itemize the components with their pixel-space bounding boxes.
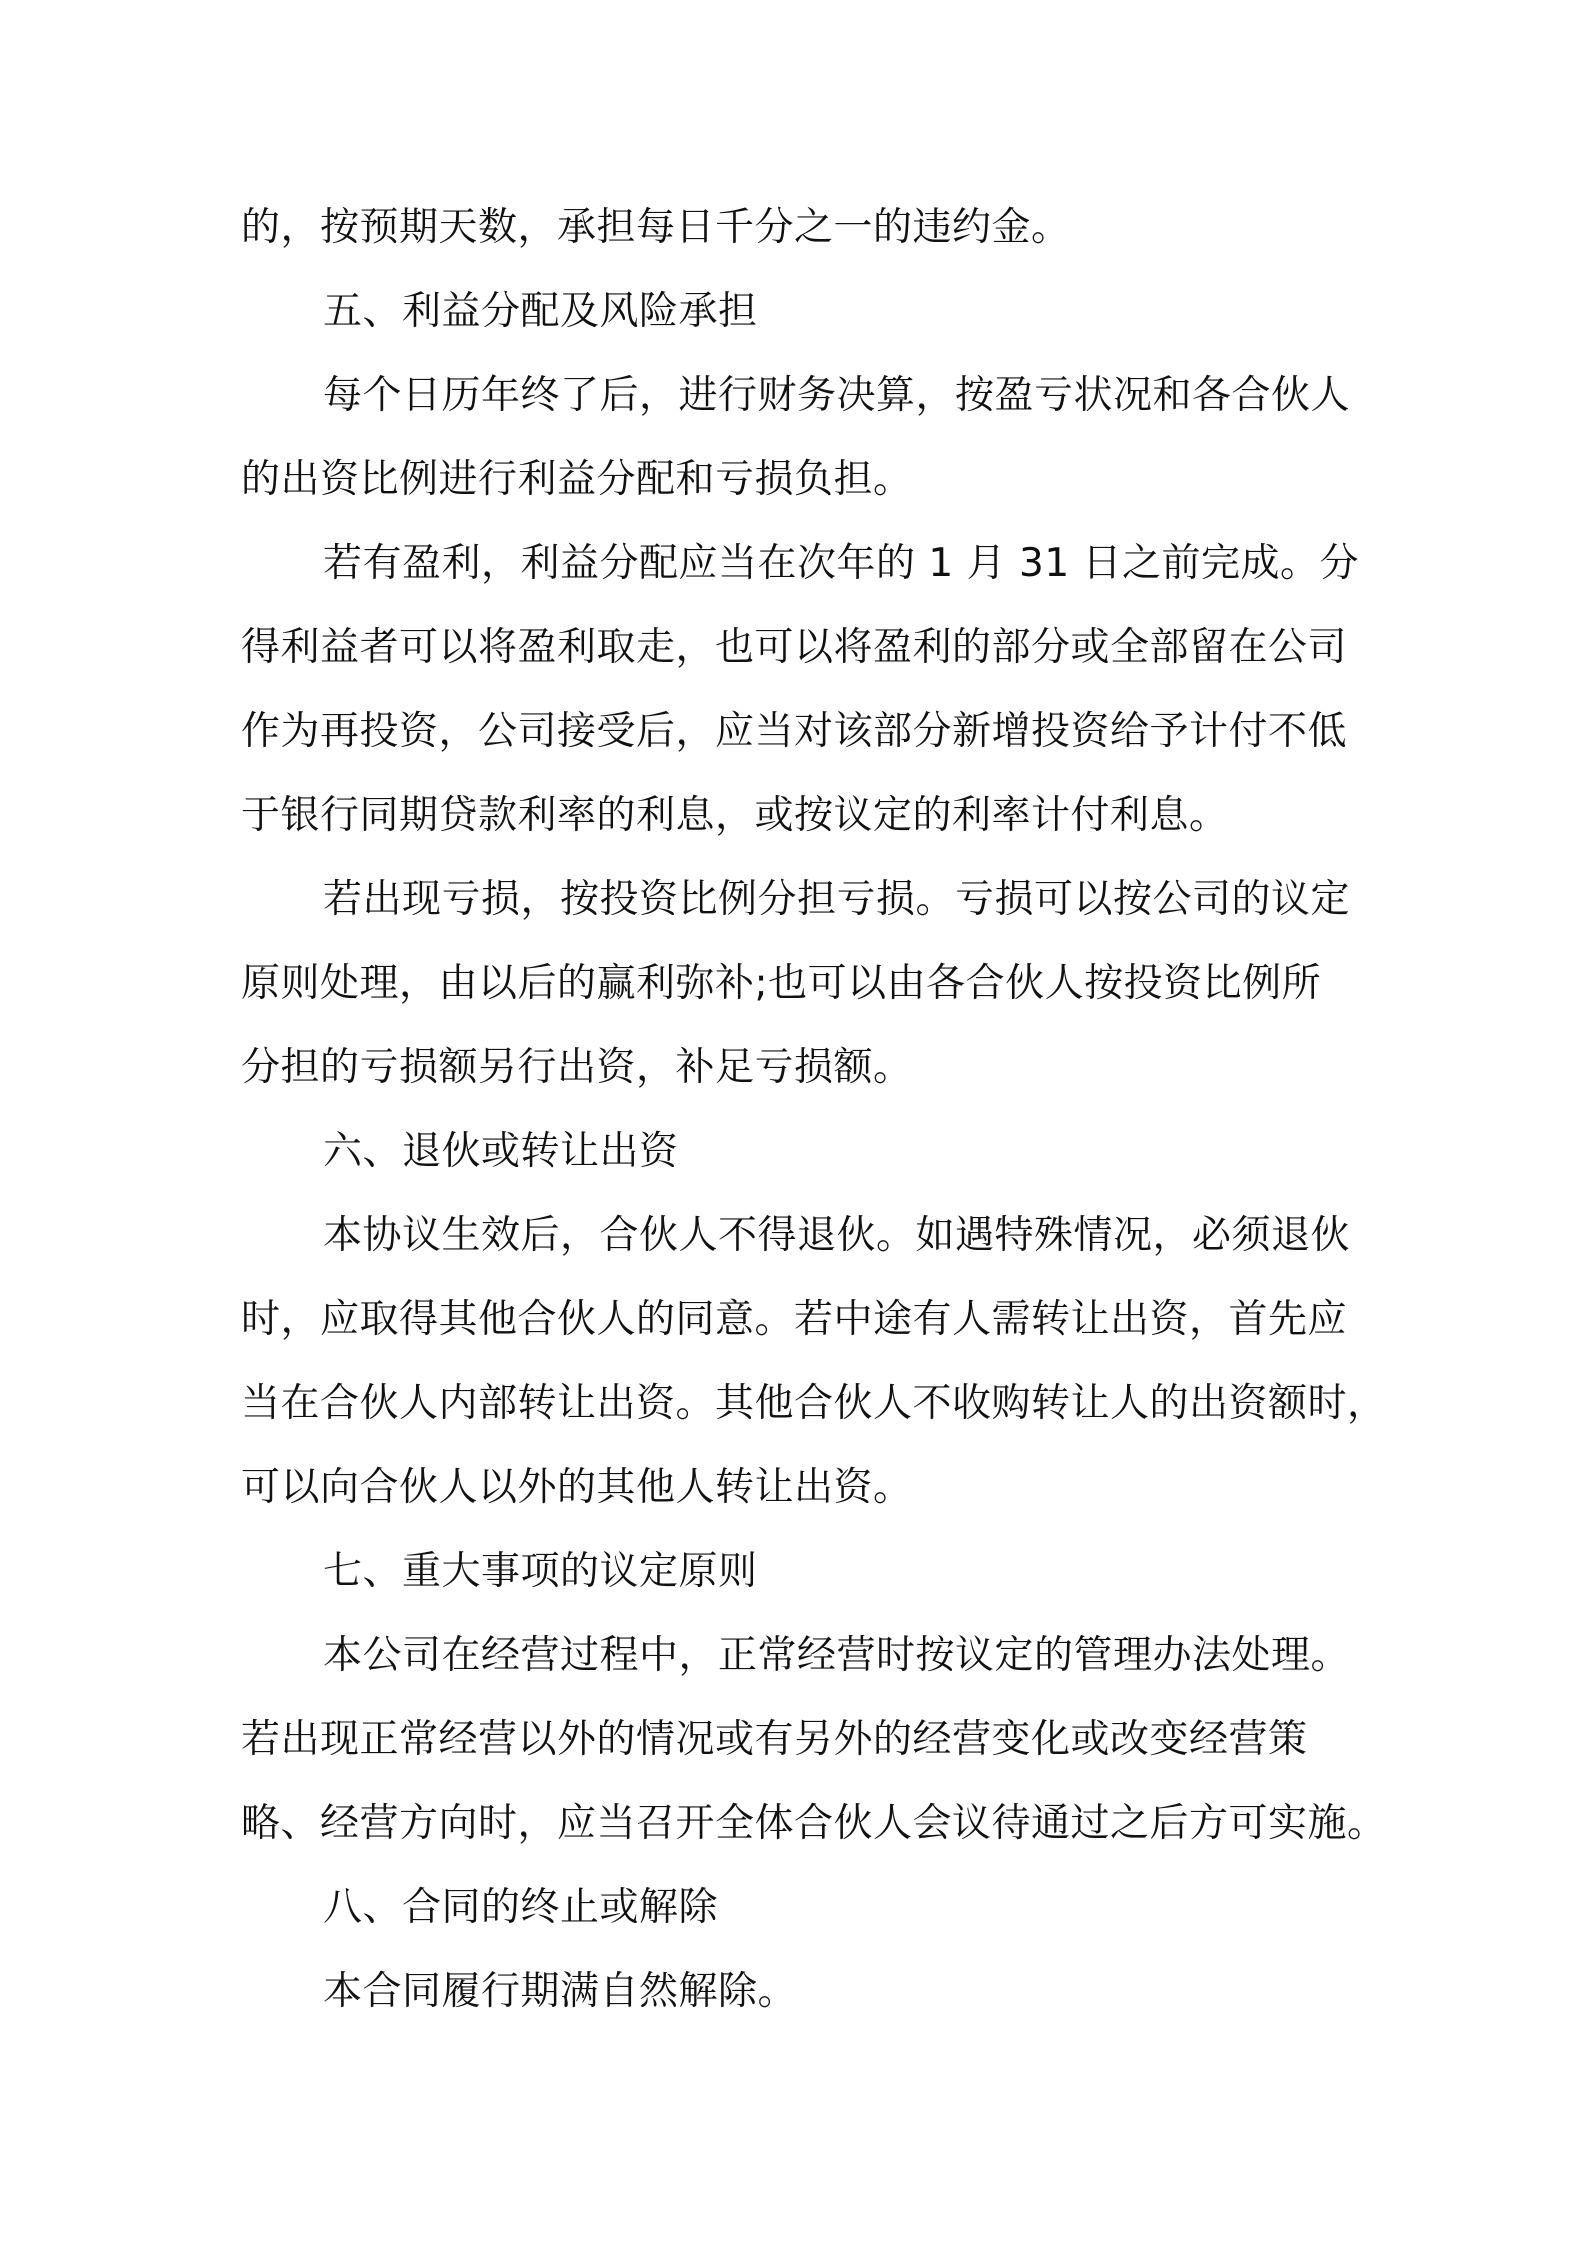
paragraph-line: 时，应取得其他合伙人的同意。若中途有人需转让出资，首先应 bbox=[241, 1297, 1348, 1342]
section-heading: 八、合同的终止或解除 bbox=[323, 1885, 719, 1930]
paragraph-line: 得利益者可以将盈利取走，也可以将盈利的部分或全部留在公司 bbox=[241, 625, 1348, 670]
paragraph-line: 于银行同期贷款利率的利息，或按议定的利率计付利息。 bbox=[241, 793, 1229, 838]
paragraph-line: 原则处理，由以后的赢利弥补;也可以由各合伙人按投资比例所 bbox=[241, 961, 1322, 1006]
paragraph-line: 的，按预期天数，承担每日千分之一的违约金。 bbox=[241, 205, 1071, 250]
paragraph-line: 本合同履行期满自然解除。 bbox=[323, 1969, 798, 2014]
paragraph-line: 本公司在经营过程中，正常经营时按议定的管理办法处理。 bbox=[323, 1633, 1351, 1678]
paragraph-line: 作为再投资，公司接受后，应当对该部分新增投资给予计付不低 bbox=[241, 709, 1348, 754]
paragraph-line: 当在合伙人内部转让出资。其他合伙人不收购转让人的出资额时， bbox=[241, 1381, 1387, 1426]
paragraph-line: 略、经营方向时，应当召开全体合伙人会议待通过之后方可实施。 bbox=[241, 1801, 1387, 1846]
paragraph-line: 若有盈利，利益分配应当在次年的 1 月 31 日之前完成。分 bbox=[323, 541, 1360, 586]
section-heading: 六、退伙或转让出资 bbox=[323, 1129, 679, 1174]
paragraph-line: 本协议生效后，合伙人不得退伙。如遇特殊情况，必须退伙 bbox=[323, 1213, 1351, 1258]
section-heading: 七、重大事项的议定原则 bbox=[323, 1549, 758, 1594]
paragraph-line: 可以向合伙人以外的其他人转让出资。 bbox=[241, 1465, 913, 1510]
paragraph-line: 若出现正常经营以外的情况或有另外的经营变化或改变经营策 bbox=[241, 1717, 1308, 1762]
section-heading: 五、利益分配及风险承担 bbox=[323, 289, 758, 334]
paragraph-line: 每个日历年终了后，进行财务决算，按盈亏状况和各合伙人 bbox=[323, 373, 1351, 418]
paragraph-line: 若出现亏损，按投资比例分担亏损。亏损可以按公司的议定 bbox=[323, 877, 1351, 922]
paragraph-line: 的出资比例进行利益分配和亏损负担。 bbox=[241, 457, 913, 502]
paragraph-line: 分担的亏损额另行出资，补足亏损额。 bbox=[241, 1045, 913, 1090]
